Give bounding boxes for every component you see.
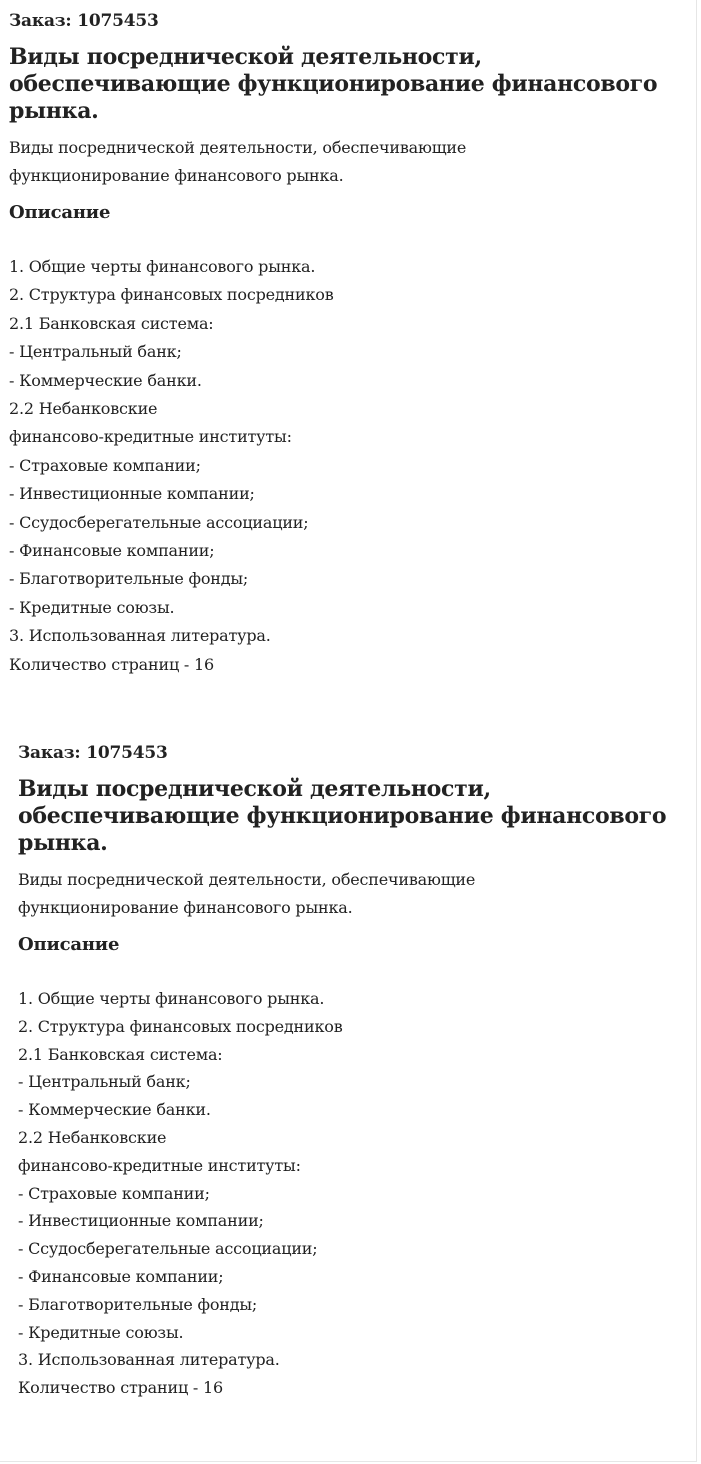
list-item: 3. Использованная литература. (18, 1350, 280, 1370)
product-subtitle-line: Виды посреднической деятельности, обеспечивающие (18, 870, 476, 889)
list-item: - Финансовые компании; (9, 541, 215, 561)
list-item: - Центральный банк; (18, 1072, 191, 1092)
product-title-line: обеспечивающие функционирование финансового (9, 71, 658, 97)
list-item: - Кредитные союзы. (18, 1322, 184, 1342)
contents-list (18, 985, 688, 1402)
page-count: Количество страниц - 16 (9, 654, 214, 674)
product-title (18, 776, 688, 857)
list-item: - Страховые компании; (9, 455, 201, 475)
product-title-line: Виды посреднической деятельности, (9, 44, 482, 70)
product-subtitle (9, 134, 689, 190)
list-item: - Инвестиционные компании; (18, 1211, 264, 1231)
list-item: 2. Структура финансовых посредников (18, 1016, 343, 1036)
order-number: Заказ: 1075453 (18, 743, 168, 763)
list-item: - Финансовые компании; (18, 1266, 224, 1286)
description-heading: Описание (18, 934, 120, 955)
contents-list (9, 253, 689, 679)
list-item: 1. Общие черты финансового рынка. (18, 989, 325, 1008)
order-number: Заказ: 1075453 (9, 11, 159, 31)
description-heading: Описание (9, 202, 111, 223)
list-item: 2.1 Банковская система: (18, 1044, 223, 1064)
list-item: - Ссудосберегательные ассоциации; (9, 512, 309, 532)
list-item: - Страховые компании; (18, 1183, 210, 1203)
product-block-duplicate (18, 740, 688, 1402)
product-title-line: рынка. (9, 98, 99, 124)
product-title-line: Виды посреднической деятельности, (18, 776, 491, 802)
list-item: 1. Общие черты финансового рынка. (9, 257, 316, 276)
product-title-line: обеспечивающие функционирование финансового (18, 803, 667, 829)
product-block-primary (9, 8, 689, 679)
list-item: - Инвестиционные компании; (9, 484, 255, 504)
list-item: 2. Структура финансовых посредников (9, 285, 334, 305)
list-item: - Ссудосберегательные ассоциации; (18, 1239, 318, 1259)
list-item: - Благотворительные фонды; (18, 1294, 258, 1314)
list-item: 3. Использованная литература. (9, 626, 271, 646)
page-count: Количество страниц - 16 (18, 1378, 223, 1398)
product-subtitle-line: функционирование финансового рынка. (9, 166, 344, 185)
list-item: - Коммерческие банки. (18, 1100, 211, 1120)
list-item: 2.2 Небанковские (9, 399, 158, 419)
list-item: финансово-кредитные институты: (18, 1155, 301, 1175)
product-subtitle (18, 866, 688, 922)
product-subtitle-line: функционирование финансового рынка. (18, 898, 353, 917)
product-title (9, 44, 689, 125)
list-item: 2.1 Банковская система: (9, 313, 214, 333)
product-title-line: рынка. (18, 830, 108, 856)
product-subtitle-line: Виды посреднической деятельности, обеспечивающие (9, 138, 467, 157)
list-item: - Кредитные союзы. (9, 597, 175, 617)
list-item: - Благотворительные фонды; (9, 569, 249, 589)
list-item: финансово-кредитные институты: (9, 427, 292, 447)
list-item: - Коммерческие банки. (9, 370, 202, 390)
list-item: 2.2 Небанковские (18, 1127, 167, 1147)
list-item: - Центральный банк; (9, 342, 182, 362)
